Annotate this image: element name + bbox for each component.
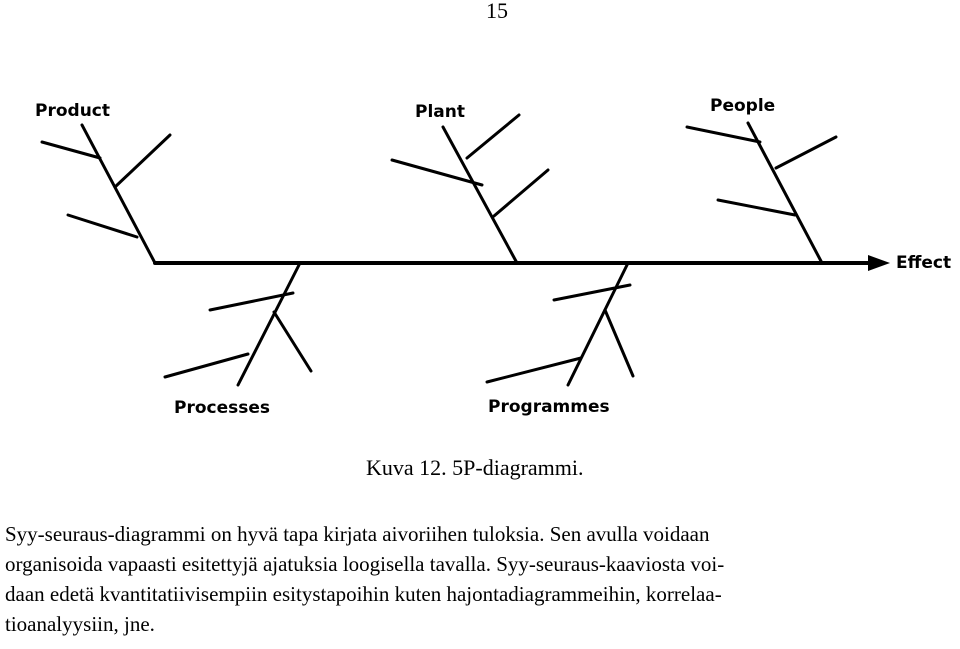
bone-product bbox=[82, 125, 155, 263]
effect-arrowhead bbox=[868, 255, 890, 271]
figure-caption: Kuva 12. 5P-diagrammi. bbox=[366, 455, 584, 480]
sub-bone bbox=[68, 215, 137, 237]
fishbone-diagram bbox=[0, 80, 960, 430]
paragraph-line: organisoida vapaasti esitettyjä ajatuksia loogisella tavalla. Syy-seuraus-kaaviosta voi- bbox=[5, 552, 725, 576]
body-paragraph bbox=[5, 519, 955, 639]
sub-bone bbox=[687, 127, 760, 142]
sub-bone bbox=[467, 115, 519, 158]
sub-bone bbox=[274, 312, 311, 371]
bone-processes bbox=[238, 263, 300, 385]
label-product: Product bbox=[35, 101, 110, 121]
sub-bone bbox=[487, 358, 581, 382]
sub-bone bbox=[165, 354, 248, 377]
label-processes: Processes bbox=[174, 398, 271, 418]
paragraph-line: Syy-seuraus-diagrammi on hyvä tapa kirjata aivoriihen tuloksia. Sen avulla voidaan bbox=[5, 522, 710, 546]
paragraph-line: daan edetä kvantitatiivisempiin esitystapoihin kuten hajontadiagrammeihin, korrelaa- bbox=[5, 582, 722, 606]
bone-people bbox=[748, 123, 822, 263]
sub-bone bbox=[554, 285, 630, 300]
bone-programmes bbox=[568, 263, 628, 385]
sub-bone bbox=[605, 310, 633, 376]
page-number: 15 bbox=[486, 0, 508, 23]
sub-bone bbox=[776, 137, 836, 168]
sub-bone bbox=[494, 170, 548, 216]
sub-bone bbox=[115, 135, 170, 187]
label-plant: Plant bbox=[415, 102, 465, 122]
sub-bone bbox=[718, 200, 795, 215]
paragraph-line: tioanalyysiin, jne. bbox=[5, 612, 155, 636]
label-effect: Effect bbox=[896, 253, 952, 273]
label-programmes: Programmes bbox=[488, 397, 610, 417]
label-people: People bbox=[710, 96, 776, 116]
